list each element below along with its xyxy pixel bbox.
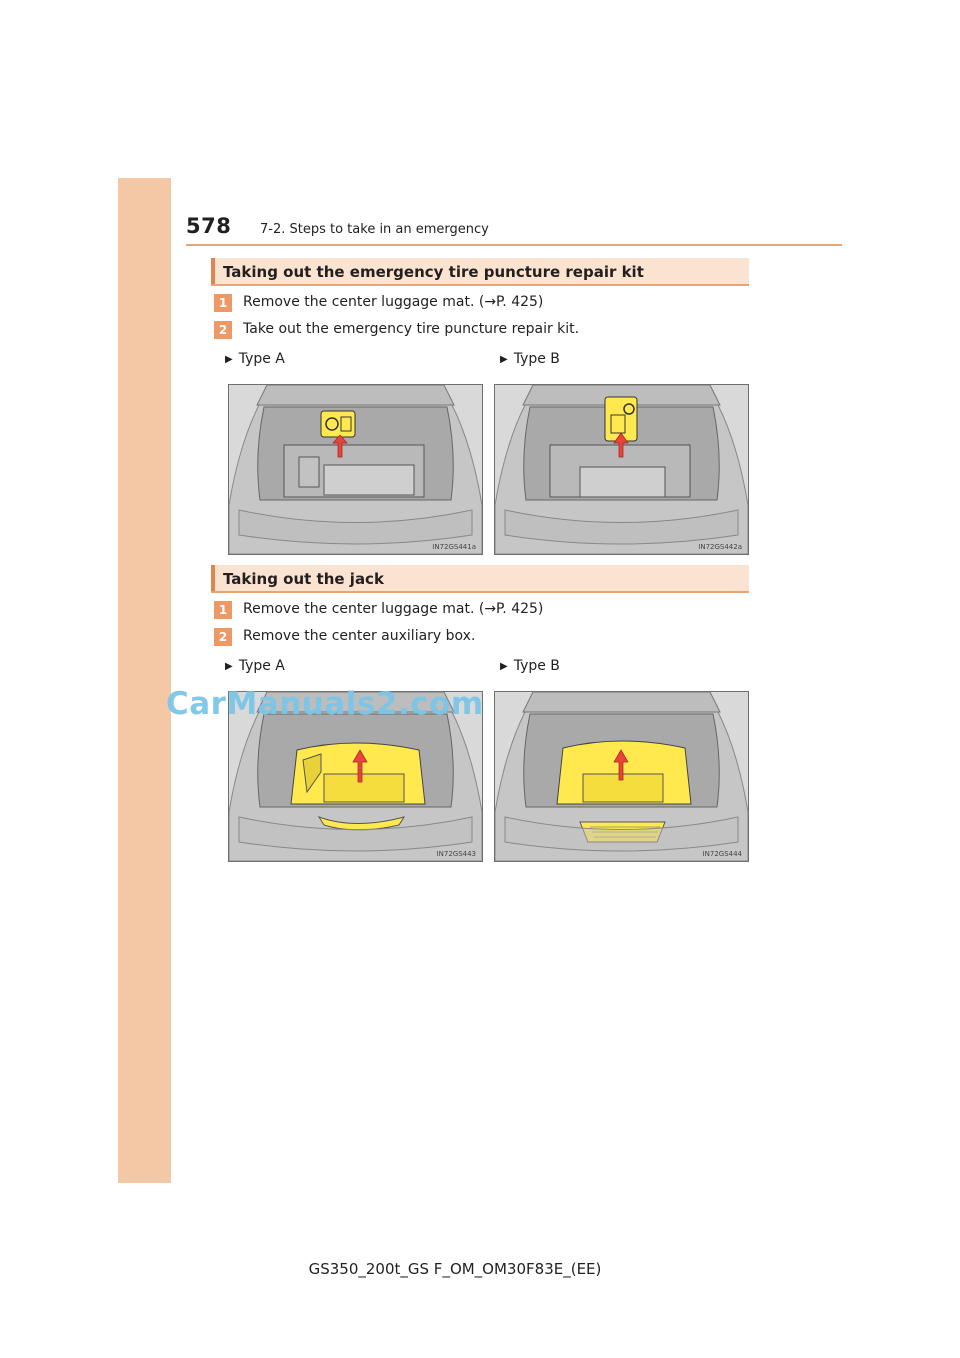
type-b-label: ▶ Type B xyxy=(500,658,560,674)
type-a-label: ▶ Type A xyxy=(225,658,285,674)
step-text-1: Remove the center luggage mat. (→P. 425) xyxy=(243,294,544,310)
section-heading-repair-kit xyxy=(211,258,749,286)
step-text-2: Remove the center auxiliary box. xyxy=(243,628,476,644)
type-b-label: ▶ Type B xyxy=(500,351,560,367)
figure-code: IN72GS442a xyxy=(698,543,742,551)
figure-code: IN72GS444 xyxy=(702,850,742,858)
step-number-2: 2 xyxy=(214,628,232,646)
figure-code: IN72GS441a xyxy=(432,543,476,551)
figure-repair-kit-type-b xyxy=(494,384,749,555)
pointer-triangle-icon: ▶ xyxy=(500,661,508,672)
pointer-triangle-icon: ▶ xyxy=(225,661,233,672)
pointer-triangle-icon: ▶ xyxy=(500,354,508,365)
trunk-illustration xyxy=(495,692,748,861)
trunk-illustration xyxy=(229,385,482,554)
step-text-1: Remove the center luggage mat. (→P. 425) xyxy=(243,601,544,617)
type-a-label: ▶ Type A xyxy=(225,351,285,367)
page-number: 578 xyxy=(186,214,232,238)
chapter-tab-sidebar xyxy=(118,178,171,1183)
step-number-2: 2 xyxy=(214,321,232,339)
header-rule xyxy=(186,244,842,246)
step-number-1: 1 xyxy=(214,601,232,619)
chapter-title: 7-2. Steps to take in an emergency xyxy=(260,222,489,237)
footer-code: GS350_200t_GS F_OM_OM30F83E_(EE) xyxy=(308,1260,602,1278)
step-text-2: Take out the emergency tire puncture repair kit. xyxy=(243,321,580,337)
watermark-logo: CarManuals2.com xyxy=(166,686,484,722)
step-number-1: 1 xyxy=(214,294,232,312)
figure-repair-kit-type-a xyxy=(228,384,483,555)
figure-code: IN72GS443 xyxy=(436,850,476,858)
section-heading-text: Taking out the emergency tire puncture repair kit xyxy=(223,263,644,281)
document-footer xyxy=(0,1260,960,1278)
pointer-triangle-icon: ▶ xyxy=(225,354,233,365)
section-heading-jack xyxy=(211,565,749,593)
section-heading-text: Taking out the jack xyxy=(223,570,384,588)
figure-jack-type-b xyxy=(494,691,749,862)
trunk-illustration xyxy=(495,385,748,554)
